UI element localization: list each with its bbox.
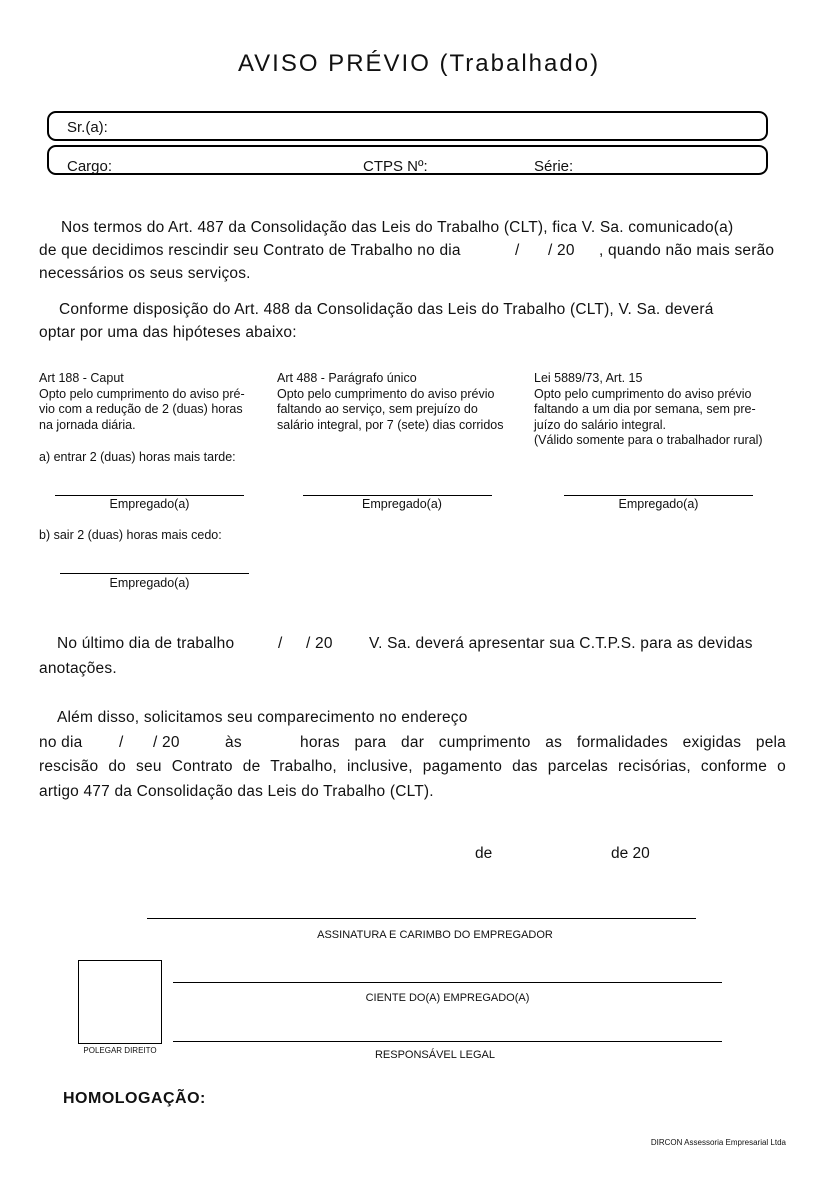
paragraph-1 (39, 216, 786, 285)
appointment-slash-2: / 20 (153, 734, 180, 751)
option-paragrafo-line: faltando ao serviço, sem prejuízo do (277, 402, 478, 416)
rescind-text-end: , quando não mais serão (599, 242, 775, 259)
paragraph-3 (39, 632, 786, 680)
formalities-text: horas para dar cumprimento as formalidades exigidas pela (300, 734, 786, 751)
employee-signature-line-2 (303, 495, 492, 496)
option-rural-line: Opto pelo cumprimento do aviso prévio (534, 386, 752, 401)
employee-aware-line (173, 982, 722, 983)
option-rural-heading: Lei 5889/73, Art. 15 (534, 371, 643, 385)
paragraph-3-line-2: anotações. (39, 660, 117, 677)
option-rural-line: (Válido somente para o trabalhador rural) (534, 433, 763, 447)
employee-signature-line-3 (564, 495, 753, 496)
footer-company: DIRCON Assessoria Empresarial Ltda (650, 1138, 786, 1147)
serie-label: Série: (534, 158, 574, 175)
employee-caption-4: Empregado(a) (109, 576, 190, 590)
legal-guardian-caption: RESPONSÁVEL LEGAL (374, 1049, 496, 1061)
date-slash-1: / (515, 242, 520, 259)
ctps-instruction-text: V. Sa. deverá apresentar sua C.T.P.S. para as devidas (369, 635, 753, 652)
rescind-text: de que decidimos rescindir seu Contrato de Trabalho no dia (39, 242, 461, 259)
option-caput-line: vio com a redução de 2 (duas) horas (39, 402, 243, 416)
option-paragrafo-unico (277, 371, 529, 433)
as-text: às (225, 734, 242, 751)
option-b-label: b) sair 2 (duas) horas mais cedo: (39, 528, 222, 542)
job-info-box (47, 145, 768, 175)
sr-label: Sr.(a): (67, 119, 108, 136)
paragraph-3-line-1 (39, 632, 786, 655)
option-rural-line: juízo do salário integral. (534, 417, 667, 432)
recipient-box (47, 111, 768, 141)
date-de-20: de 20 (611, 845, 650, 862)
option-rural (534, 371, 794, 449)
option-paragrafo-line: salário integral, por 7 (sete) dias corridos (277, 417, 504, 432)
option-a-label: a) entrar 2 (duas) horas mais tarde: (39, 450, 236, 464)
legal-guardian-line (173, 1041, 722, 1042)
option-caput-heading: Art 188 - Caput (39, 371, 124, 385)
paragraph-4-line-1: Além disso, solicitamos seu comparecimento no endereço (57, 709, 468, 726)
option-caput (39, 371, 271, 433)
employee-aware-caption: CIENTE DO(A) EMPREGADO(A) (365, 992, 530, 1004)
option-paragrafo-heading: Art 488 - Parágrafo único (277, 371, 417, 385)
employee-caption-3: Empregado(a) (618, 497, 699, 511)
paragraph-2 (39, 298, 786, 344)
last-day-text: No último dia de trabalho (57, 635, 235, 652)
option-paragrafo-line: Opto pelo cumprimento do aviso prévio (277, 386, 495, 401)
employee-caption-2: Empregado(a) (362, 497, 442, 511)
date-de: de (475, 845, 493, 862)
document-title: AVISO PRÉVIO (Trabalhado) (237, 50, 601, 77)
last-day-slash-1: / (278, 635, 283, 652)
paragraph-1-line-2 (39, 239, 786, 262)
paragraph-4-line-4: artigo 477 da Consolidação das Leis do Trabalho (CLT). (39, 783, 434, 800)
thumbprint-box (78, 960, 162, 1044)
employer-signature-line (147, 918, 696, 919)
cargo-label: Cargo: (67, 158, 113, 175)
no-dia-text: no dia (39, 734, 83, 751)
employee-caption-1: Empregado(a) (109, 497, 190, 511)
employee-signature-line-1 (55, 495, 244, 496)
thumbprint-label: POLEGAR DIREITO (83, 1046, 157, 1055)
ctps-label: CTPS Nº: (363, 158, 428, 175)
paragraph-1-line-3: necessários os seus serviços. (39, 265, 251, 282)
option-rural-line: faltando a um dia por semana, sem pre- (534, 402, 756, 416)
paragraph-1-line-1: Nos termos do Art. 487 da Consolidação das Leis do Trabalho (CLT), fica V. Sa. comunicado(a) (61, 219, 734, 236)
homologacao-heading: HOMOLOGAÇÃO: (63, 1090, 206, 1107)
paragraph-2-line-2: optar por uma das hipóteses abaixo: (39, 324, 297, 341)
paragraph-4-line-3: rescisão do seu Contrato de Trabalho, inclusive, pagamento das parcelas recisórias, conforme o (39, 758, 786, 775)
date-slash-2: / 20 (548, 242, 575, 259)
paragraph-2-line-1: Conforme disposição do Art. 488 da Consolidação das Leis do Trabalho (CLT), V. Sa. deverá (59, 301, 714, 318)
employer-signature-caption: ASSINATURA E CARIMBO DO EMPREGADOR (317, 929, 553, 941)
last-day-slash-2: / 20 (306, 635, 333, 652)
appointment-slash-1: / (119, 734, 124, 751)
option-caput-line: Opto pelo cumprimento do aviso pré- (39, 386, 245, 401)
option-caput-line: na jornada diária. (39, 417, 136, 432)
paragraph-4 (39, 706, 786, 803)
paragraph-4-line-2 (39, 729, 786, 755)
employee-signature-line-4 (60, 573, 249, 574)
